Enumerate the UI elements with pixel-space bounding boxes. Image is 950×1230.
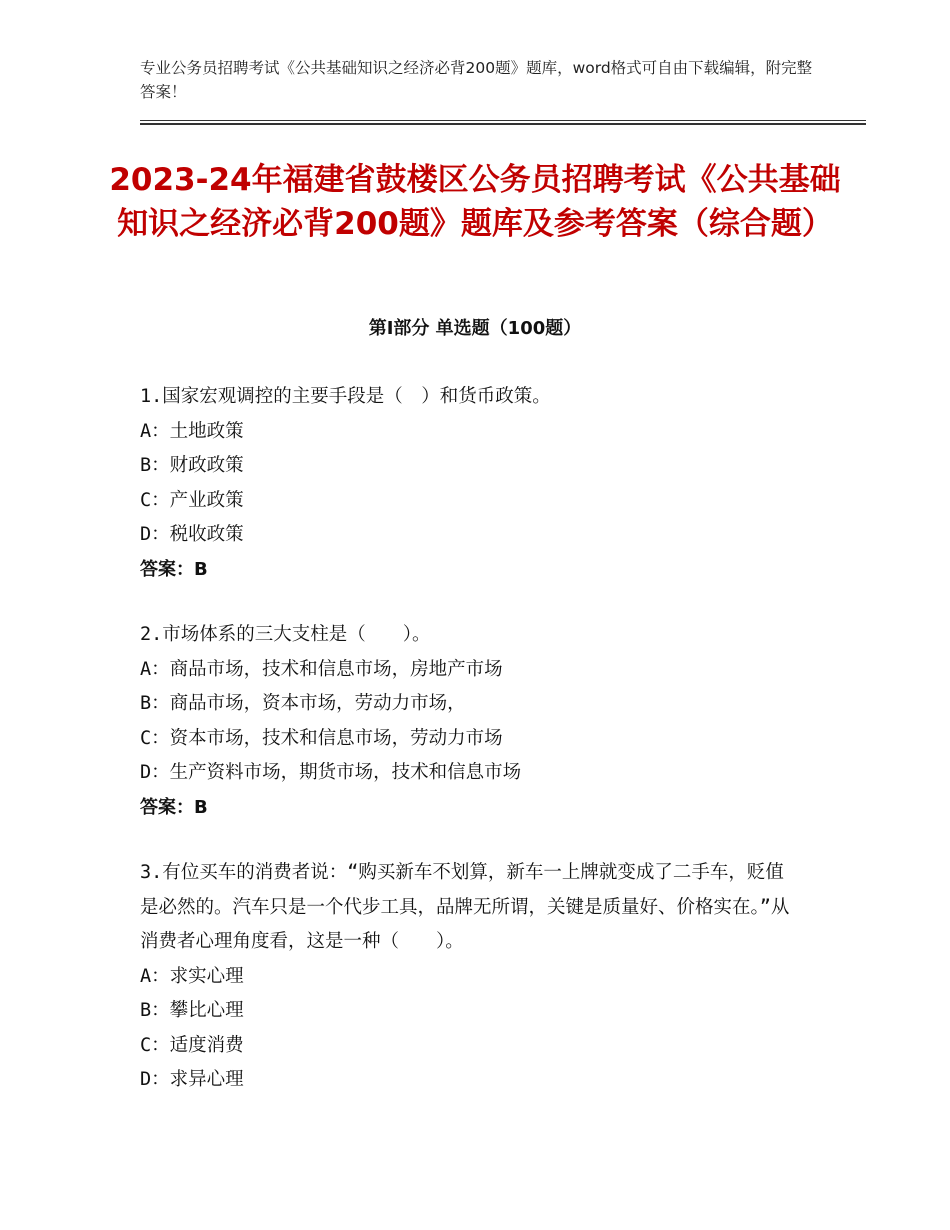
option-d: D：求异心理: [140, 1069, 244, 1090]
option-b: B：财政政策: [140, 455, 244, 476]
option-c: C：资本市场，技术和信息市场，劳动力市场: [140, 727, 503, 749]
answer: 答案：B: [140, 558, 208, 580]
header-divider-thick: [140, 123, 866, 125]
answer: 答案：B: [140, 796, 208, 818]
question-1: [140, 380, 820, 587]
option-a: A：土地政策: [140, 420, 244, 442]
option-a: A：商品市场，技术和信息市场，房地产市场: [140, 658, 503, 680]
option-b: B：攀比心理: [140, 1000, 244, 1021]
option-d: D：生产资料市场，期货市场，技术和信息市场: [140, 762, 522, 783]
question-2: [140, 618, 820, 825]
header-divider-thin: [140, 120, 866, 121]
question-stem: 3.有位买车的消费者说：“购买新车不划算，新车一上牌就变成了二手车，贬值是必然的。汽车只是一个代步工具，品牌无所谓，关键是质量好、价格实在。”从消费者心理角度看，这是一种（ ）。: [140, 862, 790, 952]
question-3: [140, 856, 795, 1098]
question-stem: 2.市场体系的三大支柱是（ ）。: [140, 624, 431, 645]
header-note: 专业公务员招聘考试《公共基础知识之经济必背200题》题库，word格式可自由下载编辑，附完整答案！: [140, 59, 813, 101]
document-title: 2023-24年福建省鼓楼区公务员招聘考试《公共基础知识之经济必背200题》题库及参考答案（综合题）: [109, 162, 841, 242]
option-c: C：适度消费: [140, 1034, 244, 1056]
section-heading: 第Ⅰ部分 单选题（100题）: [368, 318, 582, 339]
option-c: C：产业政策: [140, 489, 244, 511]
option-a: A：求实心理: [140, 965, 244, 987]
option-b: B：商品市场，资本市场，劳动力市场，: [140, 693, 466, 714]
option-d: D：税收政策: [140, 524, 244, 545]
question-stem: 1.国家宏观调控的主要手段是（ ）和货币政策。: [140, 386, 551, 407]
